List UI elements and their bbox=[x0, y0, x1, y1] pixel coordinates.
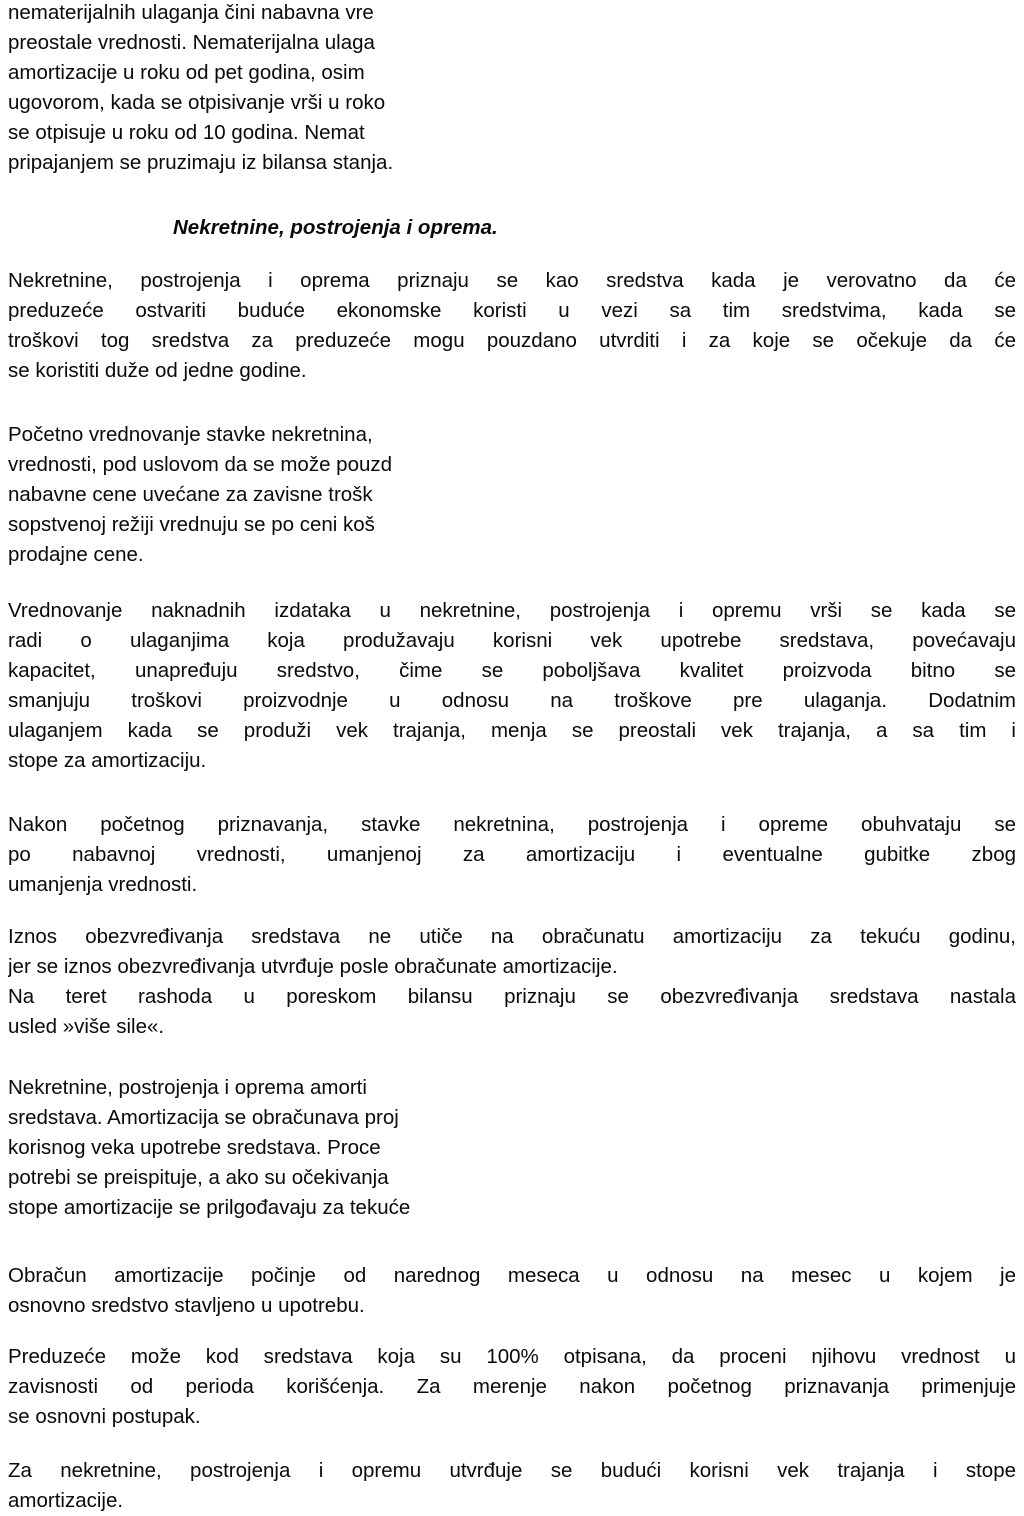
text-line: preduzeće ostvariti buduće ekonomske koristi u vezi sa tim sredstvima, kada se bbox=[8, 299, 1016, 322]
paragraph-depreciation bbox=[8, 1073, 526, 1223]
text-line: preostale vrednosti. Nematerijalna ulaga bbox=[8, 31, 375, 54]
text-line: usled »više sile«. bbox=[8, 1015, 165, 1038]
text-line: potrebi se preispituje, a ako su očekivanja bbox=[8, 1166, 389, 1189]
text-line: Na teret rashoda u poreskom bilansu priznaju se obezvređivanja sredstava nastala bbox=[8, 985, 1016, 1008]
text-line: po nabavnoj vrednosti, umanjenoj za amortizaciju i eventualne gubitke zbog bbox=[8, 843, 1016, 866]
text-line: prodajne cene. bbox=[8, 543, 144, 566]
text-line: se osnovni postupak. bbox=[8, 1405, 201, 1428]
paragraph-fully-written-off bbox=[8, 1342, 1016, 1432]
paragraph-calculation-start bbox=[8, 1261, 1016, 1321]
text-line: amortizacije. bbox=[8, 1489, 124, 1512]
text-line: umanjenja vrednosti. bbox=[8, 873, 198, 896]
text-line: Iznos obezvređivanja sredstava ne utiče na obračunatu amortizaciju za tekuću godinu, bbox=[8, 925, 1016, 948]
text-line: vrednosti, pod uslovom da se može pouzd bbox=[8, 453, 393, 476]
text-line: se koristiti duže od jedne godine. bbox=[8, 359, 307, 382]
text-line: Obračun amortizacije počinje od narednog meseca u odnosu na mesec u kojem je bbox=[8, 1264, 1016, 1287]
paragraph-initial-valuation bbox=[8, 420, 518, 570]
text-line: osnovno sredstvo stavljeno u upotrebu. bbox=[8, 1294, 365, 1317]
text-line: amortizacije u roku od pet godina, osim bbox=[8, 61, 365, 84]
section-heading: Nekretnine, postrojenja i oprema. bbox=[173, 216, 498, 239]
text-line: smanjuju troškovi proizvodnje u odnosu na troškove pre ulaganja. Dodatnim bbox=[8, 689, 1016, 712]
paragraph-useful-life bbox=[8, 1456, 1016, 1516]
paragraph-impairment bbox=[8, 922, 1016, 1042]
text-line: Vrednovanje naknadnih izdataka u nekretnine, postrojenja i opremu vrši se kada se bbox=[8, 599, 1016, 622]
text-line: nabavne cene uvećane za zavisne trošk bbox=[8, 483, 373, 506]
text-line: ulaganjem kada se produži vek trajanja, menja se preostali vek trajanja, a sa tim i bbox=[8, 719, 1016, 742]
text-line: sredstava. Amortizacija se obračunava proj bbox=[8, 1106, 399, 1129]
paragraph-recognition bbox=[8, 266, 1016, 386]
paragraph-subsequent-expenditures bbox=[8, 596, 1016, 776]
text-line: Početno vrednovanje stavke nekretnina, bbox=[8, 423, 373, 446]
text-line: se otpisuje u roku od 10 godina. Nemat bbox=[8, 121, 365, 144]
text-line: Nekretnine, postrojenja i oprema priznaju se kao sredstva kada je verovatno da će bbox=[8, 269, 1016, 292]
text-line: korisnog veka upotrebe sredstava. Proce bbox=[8, 1136, 381, 1159]
text-line: Za nekretnine, postrojenja i opremu utvrđuje se budući korisni vek trajanja i stope bbox=[8, 1459, 1016, 1482]
text-line: Nekretnine, postrojenja i oprema amorti bbox=[8, 1076, 367, 1099]
paragraph-after-recognition bbox=[8, 810, 1016, 900]
text-line: kapacitet, unapređuju sredstvo, čime se poboljšava kvalitet proizvoda bitno se bbox=[8, 659, 1016, 682]
text-line: pripajanjem se pruzimaju iz bilansa stanja. bbox=[8, 151, 394, 174]
text-line: sopstvenoj režiji vrednuju se po ceni koš bbox=[8, 513, 375, 536]
paragraph-intangible-assets bbox=[8, 0, 530, 178]
text-line: Nakon početnog priznavanja, stavke nekretnina, postrojenja i opreme obuhvataju se bbox=[8, 813, 1016, 836]
text-line: ugovorom, kada se otpisivanje vrši u roko bbox=[8, 91, 386, 114]
text-line: nematerijalnih ulaganja čini nabavna vre bbox=[8, 1, 374, 24]
text-line: stope za amortizaciju. bbox=[8, 749, 207, 772]
text-line: stope amortizacije se prilgođavaju za tekuće bbox=[8, 1196, 411, 1219]
text-line: radi o ulaganjima koja produžavaju korisni vek upotrebe sredstava, povećavaju bbox=[8, 629, 1016, 652]
text-line: troškovi tog sredstva za preduzeće mogu pouzdano utvrditi i za koje se očekuje da će bbox=[8, 329, 1016, 352]
text-line: jer se iznos obezvređivanja utvrđuje posle obračunate amortizacije. bbox=[8, 955, 618, 978]
text-line: Preduzeće može kod sredstava koja su 100% otpisana, da proceni njihovu vrednost u bbox=[8, 1345, 1016, 1368]
text-line: zavisnosti od perioda korišćenja. Za merenje nakon početnog priznavanja primenjuje bbox=[8, 1375, 1016, 1398]
